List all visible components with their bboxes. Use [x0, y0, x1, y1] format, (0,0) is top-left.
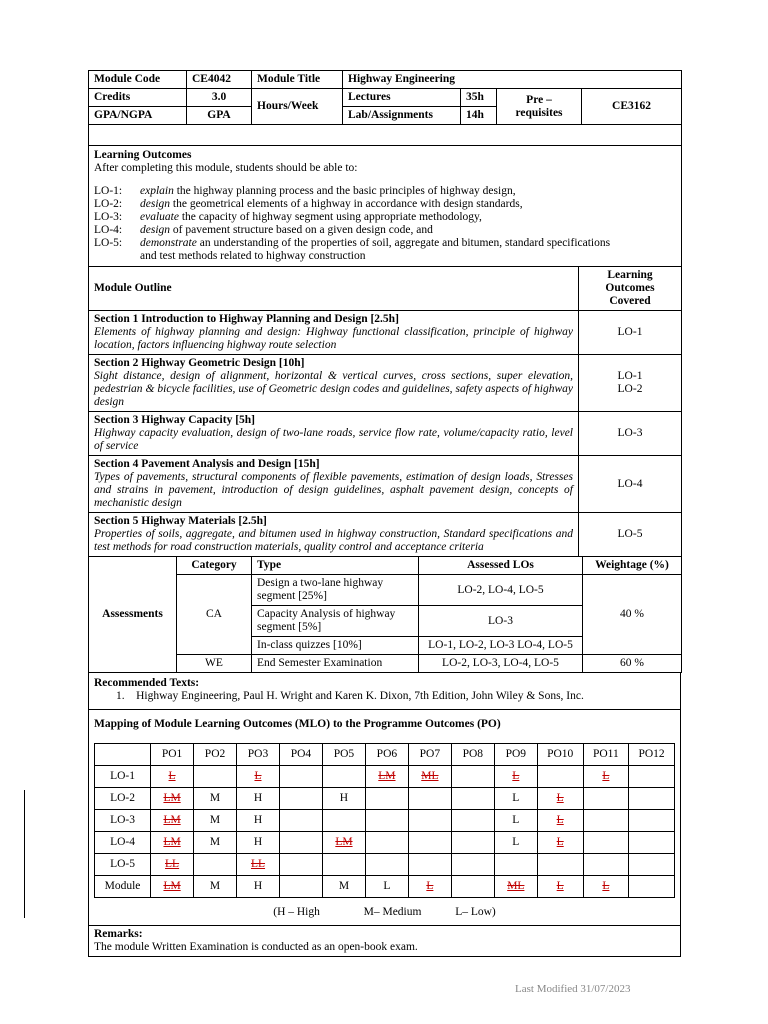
mapping-cell [194, 788, 237, 810]
mapping-cell [583, 788, 629, 810]
section-description: Elements of highway planning and design: Highway functional classification, principle of highway location, factors influencing highway route selection [94, 326, 573, 351]
mapping-value: LM [163, 880, 181, 892]
mapping-value: L [602, 770, 610, 782]
mapping-block [89, 710, 681, 926]
mapping-value: L [512, 836, 520, 848]
mapping-cell [537, 876, 583, 898]
mapping-cell [537, 788, 583, 810]
learning-outcome-description: the capacity of highway segment using appropriate methodology, [178, 211, 482, 223]
we-category: WE [177, 655, 252, 673]
mapping-value: L [602, 880, 610, 892]
mapping-cell [408, 810, 451, 832]
mapping-value: H [339, 792, 349, 804]
section-description: Sight distance, design of alignment, horizontal & vertical curves, cross sections, super elevation, pedestrian & bicycle facilities, use of Geometric design codes and guidelines, safety aspects of highway design [94, 370, 573, 408]
module-title: Highway Engineering [343, 71, 682, 89]
mapping-value: LM [378, 770, 396, 782]
last-modified-footer: Last Modified 31/07/2023 [515, 983, 631, 995]
mapping-value: H [253, 814, 263, 826]
mapping-cell [451, 832, 494, 854]
learning-outcomes-title: Learning Outcomes [94, 149, 192, 161]
mapping-value: LM [163, 814, 181, 826]
we-type: End Semester Examination [252, 655, 419, 673]
mapping-cell [237, 788, 280, 810]
legend-medium: M– Medium [363, 906, 422, 918]
po-column-header: PO1 [151, 744, 194, 766]
mapping-cell [583, 876, 629, 898]
mapping-cell [583, 766, 629, 788]
mapping-cell [365, 876, 408, 898]
section-title: Section 4 Pavement Analysis and Design [15h] [94, 458, 320, 470]
mapping-cell [583, 832, 629, 854]
mapping-cell [408, 876, 451, 898]
prereq-label: Pre – requisites [497, 89, 582, 125]
mapping-cell [322, 788, 365, 810]
mapping-cell [151, 766, 194, 788]
mapping-cell [322, 876, 365, 898]
module-table [88, 70, 682, 267]
we-los: LO-2, LO-3, LO-4, LO-5 [419, 655, 583, 673]
assessments-label: Assessments [89, 557, 177, 673]
mapping-cell [279, 832, 322, 854]
recommended-text-item: 1. Highway Engineering, Paul H. Wright and Karen K. Dixon, 7th Edition, John Wiley & Sons, Inc. [116, 690, 584, 702]
po-column-header: PO6 [365, 744, 408, 766]
mapping-cell [322, 854, 365, 876]
module-outline-title: Module Outline [89, 267, 579, 311]
module-code-label: Module Code [89, 71, 187, 89]
credits-label: Credits [89, 89, 187, 107]
ca-category: CA [177, 575, 252, 655]
section-title: Section 5 Highway Materials [2.5h] [94, 515, 267, 527]
mapping-cell [537, 766, 583, 788]
remarks-block [89, 926, 681, 957]
module-title-label: Module Title [252, 71, 343, 89]
mapping-cell [151, 876, 194, 898]
po-column-header: PO9 [494, 744, 537, 766]
section-los-covered [579, 412, 682, 456]
mapping-cell [494, 832, 537, 854]
mapping-cell [629, 832, 675, 854]
mapping-cell [629, 876, 675, 898]
we-weight: 60 % [583, 655, 682, 673]
lo-covered-header: Learning Outcomes Covered [579, 267, 682, 311]
outline-table [88, 267, 682, 557]
module-code: CE4042 [187, 71, 252, 89]
ca-los-3: LO-1, LO-2, LO-3 LO-4, LO-5 [419, 637, 583, 655]
mapping-value: ML [421, 770, 439, 782]
mapping-value: H [253, 880, 263, 892]
mapping-value: L [512, 814, 520, 826]
mapping-cell [151, 810, 194, 832]
learning-outcome-text [140, 237, 610, 250]
learning-outcome-continuation: and test methods related to highway construction [140, 250, 366, 262]
mapping-title: Mapping of Module Learning Outcomes (MLO) to the Programme Outcomes (PO) [94, 718, 501, 730]
mapping-value: L [168, 770, 176, 782]
mapping-cell [237, 766, 280, 788]
ca-type-3: In-class quizzes [10%] [252, 637, 419, 655]
mapping-value: H [253, 792, 263, 804]
po-column-header: PO3 [237, 744, 280, 766]
learning-outcome-id: LO-4: [94, 224, 123, 236]
ca-los-1: LO-2, LO-4, LO-5 [419, 575, 583, 606]
assessed-los-header: Assessed LOs [419, 557, 583, 575]
assessment-table [88, 557, 682, 673]
mapping-cell [451, 854, 494, 876]
section-los-covered [579, 456, 682, 513]
mapping-cell [194, 810, 237, 832]
po-column-header: PO12 [629, 744, 675, 766]
mapping-value: L [556, 814, 564, 826]
lectures-value: 35h [461, 89, 497, 107]
lab-label: Lab/Assignments [343, 107, 461, 125]
ca-type-1: Design a two-lane highway segment [25%] [252, 575, 419, 606]
mapping-cell [451, 788, 494, 810]
section-los-covered [579, 355, 682, 412]
mapping-cell [365, 788, 408, 810]
section-lo: LO-1 [617, 370, 643, 382]
learning-outcome-description: the geometrical elements of a highway in accordance with design standards, [170, 198, 523, 210]
mapping-value: L [426, 880, 434, 892]
mapping-cell [365, 854, 408, 876]
learning-outcome-verb: demonstrate [140, 237, 197, 249]
learning-outcome-description: an understanding of the properties of soil, aggregate and bitumen, standard specifications [196, 237, 611, 249]
learning-outcome-verb: design [140, 198, 171, 210]
mapping-cell [279, 788, 322, 810]
type-header: Type [252, 557, 419, 575]
mapping-cell [194, 854, 237, 876]
learning-outcome-id: LO-1: [94, 185, 123, 197]
mlo-row-label: LO-3 [95, 810, 151, 832]
outline-section [89, 355, 579, 412]
mapping-cell [408, 832, 451, 854]
section-los-covered [579, 311, 682, 355]
lab-value: 14h [461, 107, 497, 125]
section-lo: LO-3 [617, 427, 643, 439]
margin-change-bar [24, 790, 25, 918]
section-title: Section 2 Highway Geometric Design [10h] [94, 357, 305, 369]
recommended-texts-block [89, 673, 681, 710]
mapping-cell [194, 832, 237, 854]
remarks-text: The module Written Examination is conducted as an open-book exam. [94, 941, 418, 953]
learning-outcome-id: LO-2: [94, 198, 123, 210]
learning-outcome-verb: evaluate [140, 211, 179, 223]
section-lo: LO-2 [617, 383, 643, 395]
learning-outcome-description: the highway planning process and the basic principles of highway design, [173, 185, 516, 197]
section-title: Section 1 Introduction to Highway Planning and Design [2.5h] [94, 313, 399, 325]
mapping-cell [365, 832, 408, 854]
outline-section [89, 456, 579, 513]
mapping-cell [279, 876, 322, 898]
learning-outcome-item [94, 224, 676, 237]
mapping-cell [279, 810, 322, 832]
section-description: Properties of soils, aggregate, and bitumen used in highway construction, Standard specifications and test methods for road construction materials, quality control and acceptance criteria [94, 528, 573, 553]
mapping-cell [494, 854, 537, 876]
learning-outcomes-block [89, 146, 682, 267]
mapping-cell [237, 854, 280, 876]
credits-value: 3.0 [187, 89, 252, 107]
mapping-cell [494, 876, 537, 898]
outline-section [89, 513, 579, 557]
learning-outcomes-list [94, 185, 676, 263]
mapping-value: H [253, 836, 263, 848]
mapping-cell [237, 810, 280, 832]
prereq-value: CE3162 [582, 89, 682, 125]
mapping-value: LM [335, 836, 353, 848]
section-description: Highway capacity evaluation, design of two-lane roads, service flow rate, volume/capacity ratio, level of service [94, 427, 573, 452]
mapping-cell [451, 810, 494, 832]
learning-outcome-id: LO-5: [94, 237, 123, 249]
mlo-row-label: Module [95, 876, 151, 898]
mapping-cell [322, 832, 365, 854]
learning-outcome-verb: explain [140, 185, 174, 197]
mapping-cell [279, 766, 322, 788]
section-lo: LO-4 [617, 477, 643, 490]
mapping-cell [629, 810, 675, 832]
mapping-legend [94, 906, 675, 919]
section-lo: LO-1 [617, 326, 643, 338]
learning-outcome-text [140, 224, 433, 237]
learning-outcomes-intro: After completing this module, students should be able to: [94, 162, 358, 174]
mapping-value: L [556, 792, 564, 804]
mapping-cell [237, 876, 280, 898]
mapping-value: L [512, 792, 520, 804]
mapping-value: M [209, 792, 221, 804]
mapping-value: L [556, 836, 564, 848]
learning-outcome-description: of pavement structure based on a given design code, and [170, 224, 433, 236]
ca-los-2: LO-3 [419, 606, 583, 637]
mapping-value: LL [250, 858, 266, 870]
learning-outcome-text [140, 211, 482, 224]
lectures-label: Lectures [343, 89, 461, 107]
mapping-cell [365, 766, 408, 788]
mapping-cell [151, 854, 194, 876]
po-column-header: PO8 [451, 744, 494, 766]
outline-section [89, 311, 579, 355]
mapping-cell [151, 832, 194, 854]
mapping-value: M [209, 836, 221, 848]
mapping-cell [494, 788, 537, 810]
module-descriptor [88, 70, 681, 957]
section-lo: LO-5 [617, 528, 643, 540]
mapping-value: L [556, 880, 564, 892]
mapping-cell [194, 876, 237, 898]
mapping-cell [494, 766, 537, 788]
learning-outcome-item [94, 198, 676, 211]
po-column-header: PO2 [194, 744, 237, 766]
spacer-row [89, 125, 682, 146]
mapping-value: M [209, 880, 221, 892]
hours-label: Hours/Week [252, 89, 343, 125]
mapping-cell [408, 788, 451, 810]
mapping-cell [583, 810, 629, 832]
mapping-corner-cell [95, 744, 151, 766]
legend-low: L– Low) [455, 906, 496, 918]
mapping-cell [194, 766, 237, 788]
mapping-cell [494, 810, 537, 832]
mapping-value: LL [165, 858, 180, 870]
mlo-row-label: LO-1 [95, 766, 151, 788]
ca-type-2: Capacity Analysis of highway segment [5%] [252, 606, 419, 637]
gpa-value: GPA [187, 107, 252, 125]
mapping-cell [322, 810, 365, 832]
po-column-header: PO11 [583, 744, 629, 766]
remarks-title: Remarks: [94, 928, 143, 940]
mapping-value: L [254, 770, 262, 782]
learning-outcome-id: LO-3: [94, 211, 123, 223]
section-los-covered [579, 513, 682, 557]
mapping-cell [537, 810, 583, 832]
mapping-cell [537, 854, 583, 876]
learning-outcome-verb: design [140, 224, 171, 236]
po-column-header: PO5 [322, 744, 365, 766]
recommended-texts-title: Recommended Texts: [94, 677, 200, 689]
mlo-row-label: LO-2 [95, 788, 151, 810]
mapping-value: ML [507, 880, 525, 892]
mapping-cell [629, 854, 675, 876]
mapping-cell [408, 766, 451, 788]
po-column-header: PO10 [537, 744, 583, 766]
section-title: Section 3 Highway Capacity [5h] [94, 414, 255, 426]
mapping-cell [408, 854, 451, 876]
mapping-cell [583, 854, 629, 876]
texts-mapping-table [88, 673, 681, 957]
mapping-cell [629, 766, 675, 788]
mapping-cell [151, 788, 194, 810]
mapping-value: L [383, 880, 391, 892]
mapping-value: M [209, 814, 221, 826]
mapping-cell [629, 788, 675, 810]
po-column-header: PO4 [279, 744, 322, 766]
mlo-po-mapping-table [94, 743, 675, 898]
section-description: Types of pavements, structural components of flexible pavements, estimation of design loads, Stresses and strains in pavement, introduction of design guidelines, asphalt pavement design, concepts of mechanistic design [94, 471, 573, 509]
outline-section [89, 412, 579, 456]
ca-weight: 40 % [583, 575, 682, 655]
mapping-cell [322, 766, 365, 788]
category-header: Category [177, 557, 252, 575]
mapping-value: LM [163, 792, 181, 804]
learning-outcome-text [140, 198, 523, 211]
mapping-cell [451, 766, 494, 788]
mapping-value: L [512, 770, 520, 782]
mapping-cell [279, 854, 322, 876]
learning-outcome-text [140, 185, 516, 198]
po-column-header: PO7 [408, 744, 451, 766]
learning-outcome-item [94, 237, 676, 250]
mapping-value: M [338, 880, 350, 892]
mapping-cell [537, 832, 583, 854]
legend-high: (H – High [273, 906, 320, 918]
learning-outcome-item [94, 211, 676, 224]
gpa-label: GPA/NGPA [89, 107, 187, 125]
mapping-cell [451, 876, 494, 898]
mlo-row-label: LO-4 [95, 832, 151, 854]
weightage-header: Weightage (%) [583, 557, 682, 575]
mlo-row-label: LO-5 [95, 854, 151, 876]
learning-outcome-item [94, 185, 676, 198]
mapping-cell [237, 832, 280, 854]
mapping-value: LM [163, 836, 181, 848]
mapping-cell [365, 810, 408, 832]
